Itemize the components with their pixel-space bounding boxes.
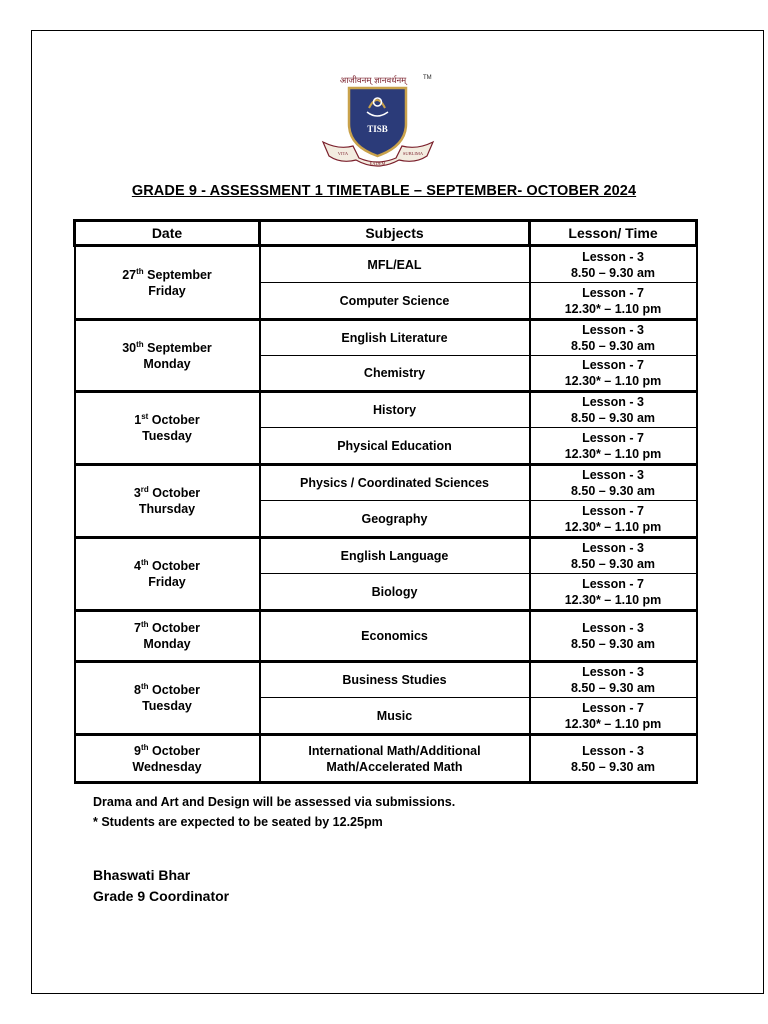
lesson-number: Lesson - 3 — [582, 665, 644, 679]
notes — [93, 792, 455, 832]
signature-block — [93, 865, 229, 907]
subject-cell: Geography — [260, 501, 530, 538]
table-row — [75, 538, 697, 574]
date-month: October — [148, 486, 201, 500]
time-cell — [530, 574, 697, 611]
subject-cell: Economics — [260, 611, 530, 662]
date-suffix: th — [136, 266, 144, 276]
lesson-time: 12.30* – 1.10 pm — [564, 301, 662, 316]
lesson-number: Lesson - 7 — [582, 576, 644, 591]
subject-cell: English Language — [260, 538, 530, 574]
date-weekday: Monday — [143, 637, 191, 651]
subject-cell: Business Studies — [260, 662, 530, 698]
lesson-number: Lesson - 7 — [582, 285, 644, 300]
lesson-time: 8.50 – 9.30 am — [570, 557, 656, 571]
lesson-number: Lesson - 3 — [582, 621, 644, 635]
lesson-time: 8.50 – 9.30 am — [570, 484, 656, 498]
date-day: 27 — [122, 267, 137, 282]
subject-cell: International Math/Additional Math/Accelerated Math — [260, 735, 530, 783]
date-month: October — [148, 413, 200, 427]
table-row — [75, 465, 697, 501]
date-month: September — [143, 340, 212, 355]
date-suffix: th — [140, 682, 149, 691]
lesson-time: 12.30* – 1.10 pm — [564, 374, 662, 388]
lesson-number: Lesson - 3 — [582, 743, 644, 758]
ribbon-word: VITA — [337, 151, 349, 156]
lesson-number: Lesson - 3 — [582, 323, 644, 337]
lesson-number: Lesson - 3 — [582, 395, 644, 409]
lesson-number: Lesson - 7 — [582, 358, 644, 372]
table-row — [75, 735, 697, 783]
table-row — [75, 611, 697, 662]
subject-cell: Biology — [260, 574, 530, 611]
date-suffix: rd — [140, 485, 149, 494]
time-cell — [530, 698, 697, 735]
date-month: October — [148, 743, 200, 758]
lesson-number: Lesson - 3 — [582, 541, 644, 555]
date-cell — [75, 465, 260, 538]
date-suffix: st — [141, 412, 149, 421]
signature-name: Bhaswati Bhar — [93, 867, 191, 883]
time-cell — [530, 735, 697, 783]
date-suffix: th — [140, 620, 149, 629]
ribbon-word: EADEM — [369, 161, 386, 166]
time-cell — [530, 501, 697, 538]
subject-cell: History — [260, 392, 530, 428]
date-month: September — [143, 267, 212, 282]
header-time: Lesson/ Time — [530, 221, 697, 246]
date-day: 9 — [134, 743, 141, 758]
lesson-time: 8.50 – 9.30 am — [570, 411, 656, 425]
lesson-time: 8.50 – 9.30 am — [570, 265, 656, 280]
date-day: 4 — [134, 559, 141, 573]
time-cell — [530, 320, 697, 356]
school-logo — [319, 72, 437, 172]
subject-cell: MFL/EAL — [260, 246, 530, 283]
header-row — [75, 221, 697, 246]
date-cell — [75, 662, 260, 735]
date-weekday: Monday — [143, 356, 191, 371]
date-cell — [75, 735, 260, 783]
date-suffix: th — [140, 558, 149, 567]
time-cell — [530, 283, 697, 320]
subject-cell: Chemistry — [260, 356, 530, 392]
header-subjects: Subjects — [260, 221, 530, 246]
signature-role: Grade 9 Coordinator — [93, 888, 230, 904]
lesson-time: 12.30* – 1.10 pm — [564, 592, 662, 607]
time-cell — [530, 356, 697, 392]
lesson-time: 12.30* – 1.10 pm — [564, 716, 662, 731]
table-row — [75, 320, 697, 356]
table-row — [75, 392, 697, 428]
subject-cell: Physical Education — [260, 428, 530, 465]
table-row — [75, 246, 697, 283]
lesson-time: 8.50 – 9.30 am — [570, 681, 656, 695]
date-day: 30 — [122, 340, 137, 355]
time-cell — [530, 246, 697, 283]
lesson-number: Lesson - 3 — [582, 249, 644, 264]
time-cell — [530, 392, 697, 428]
time-cell — [530, 662, 697, 698]
lesson-time: 12.30* – 1.10 pm — [564, 446, 662, 461]
date-weekday: Wednesday — [132, 759, 202, 774]
date-cell — [75, 320, 260, 392]
logo-motto-text: आजीवनम् ज्ञानवर्धनम् — [339, 76, 407, 86]
date-cell — [75, 246, 260, 320]
lesson-number: Lesson - 7 — [582, 503, 644, 518]
subject-cell: Computer Science — [260, 283, 530, 320]
logo-initials: TISB — [367, 124, 388, 134]
date-cell — [75, 611, 260, 662]
header-date: Date — [75, 221, 260, 246]
date-weekday: Friday — [148, 575, 186, 589]
lesson-time: 8.50 – 9.30 am — [570, 759, 656, 774]
date-month: October — [148, 559, 200, 573]
timetable — [73, 219, 698, 784]
date-suffix: th — [140, 742, 149, 752]
lesson-number: Lesson - 7 — [582, 430, 644, 445]
trademark-mark: TM — [423, 75, 432, 81]
date-day: 1 — [134, 413, 142, 427]
date-weekday: Friday — [148, 283, 186, 298]
subject-cell: English Literature — [260, 320, 530, 356]
lesson-number: Lesson - 7 — [582, 700, 644, 715]
date-cell — [75, 392, 260, 465]
table-row — [75, 662, 697, 698]
date-cell — [75, 538, 260, 611]
lesson-time: 8.50 – 9.30 am — [570, 339, 656, 353]
date-month: October — [148, 621, 200, 635]
date-weekday: Tuesday — [142, 429, 192, 443]
date-weekday: Thursday — [138, 502, 196, 516]
document-title: GRADE 9 - ASSESSMENT 1 TIMETABLE – SEPTEMBER- OCTOBER 2024 — [131, 183, 637, 199]
ribbon-word: SUBLIMA — [402, 151, 424, 156]
subject-cell: Music — [260, 698, 530, 735]
date-weekday: Tuesday — [142, 699, 192, 713]
lesson-time: 8.50 – 9.30 am — [570, 637, 656, 651]
date-suffix: th — [136, 339, 144, 349]
lesson-time: 12.30* – 1.10 pm — [564, 519, 662, 534]
date-day: 3 — [133, 486, 141, 500]
subject-cell: Physics / Coordinated Sciences — [260, 465, 530, 501]
note-submissions: Drama and Art and Design will be assessed via submissions. — [93, 795, 456, 809]
lesson-number: Lesson - 3 — [582, 468, 644, 482]
time-cell — [530, 611, 697, 662]
time-cell — [530, 538, 697, 574]
date-day: 8 — [134, 683, 141, 697]
note-seating: * Students are expected to be seated by 12.25pm — [93, 815, 383, 829]
time-cell — [530, 428, 697, 465]
time-cell — [530, 465, 697, 501]
date-month: October — [148, 683, 200, 697]
date-day: 7 — [134, 621, 141, 635]
